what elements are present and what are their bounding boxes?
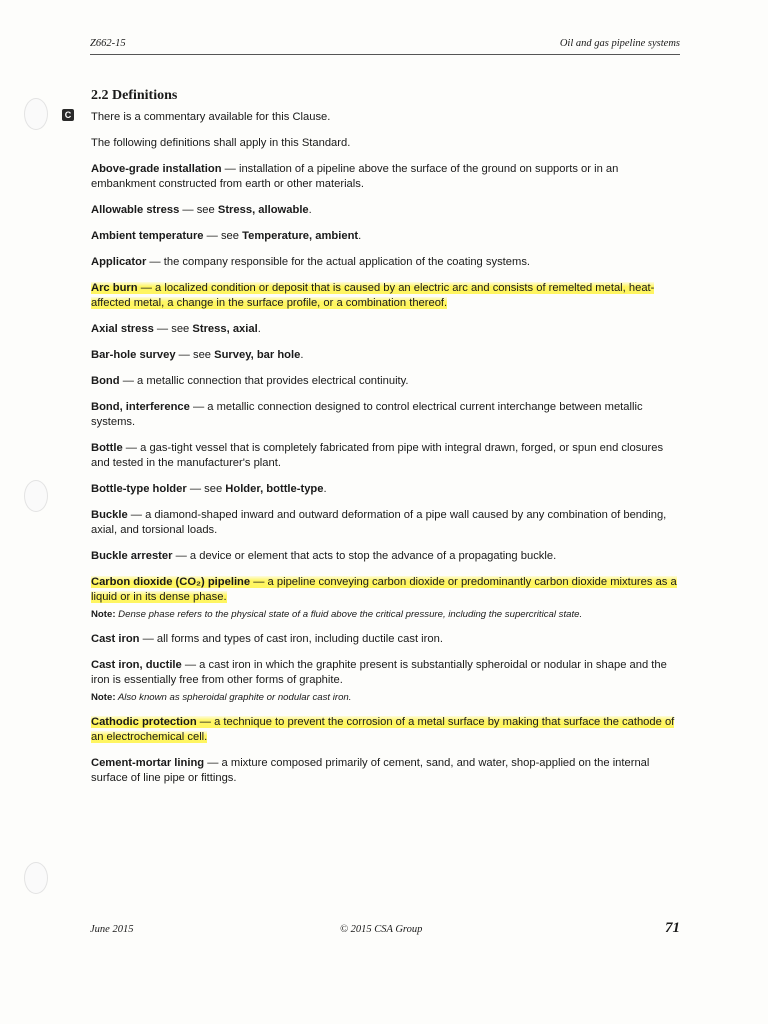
publication-date: June 2015 <box>90 924 134 935</box>
section-title: 2.2 Definitions <box>91 88 178 103</box>
definition-buckle-arrester: Buckle arrester — a device or element that acts to stop the advance of a propagating buckle. <box>91 550 557 562</box>
definition-bottle: Bottle — a gas-tight vessel that is completely fabricated from pipe with integral drawn, forged, or spun end closures and tested in the manufacturer's plant. <box>91 442 664 469</box>
commentary-note: There is a commentary available for this Clause. <box>91 111 331 123</box>
definition-allowable-stress: Allowable stress — see Stress, allowable. <box>91 204 312 216</box>
definition-cement-mortar-lining: Cement-mortar lining — a mixture composed primarily of cement, sand, and water, shop-applied on the internal surface of line pipe or fittings. <box>91 757 650 784</box>
definition-ambient-temperature: Ambient temperature — see Temperature, ambient. <box>91 230 362 242</box>
page-header <box>90 38 680 55</box>
definition-cast-iron: Cast iron — all forms and types of cast iron, including ductile cast iron. <box>91 633 443 645</box>
note-dense-phase: Note: Dense phase refers to the physical state of a fluid above the critical pressure, including the supercritical state. <box>91 609 583 620</box>
definition-above-grade: Above-grade installation — installation of a pipeline above the surface of the ground on supports or in an embankment constructed from earth or other materials. <box>91 163 619 190</box>
definition-bar-hole-survey: Bar-hole survey — see Survey, bar hole. <box>91 349 304 361</box>
definition-cast-iron-ductile: Cast iron, ductile — a cast iron in which the graphite present is substantially spheroidal or nodular in shape and the iron is essentially free from other forms of graphite. <box>91 659 667 686</box>
definition-bottle-type-holder: Bottle-type holder — see Holder, bottle-type. <box>91 483 327 495</box>
punch-hole <box>24 862 48 894</box>
punch-hole <box>24 480 48 512</box>
definition-axial-stress: Axial stress — see Stress, axial. <box>91 323 261 335</box>
punch-hole <box>24 98 48 130</box>
definition-bond-interference: Bond, interference — a metallic connection designed to control electrical current interchange between metallic systems. <box>91 401 643 428</box>
standard-number: Z662-15 <box>90 38 126 49</box>
definition-buckle: Buckle — a diamond-shaped inward and outward deformation of a pipe wall caused by any combination of bending, axial, and torsional loads. <box>91 509 667 536</box>
page-number: 71 <box>665 920 680 936</box>
definition-cathodic-protection: Cathodic protection — a technique to prevent the corrosion of a metal surface by making that surface the cathode of an electrochemical cell. <box>91 716 675 743</box>
definition-co2-pipeline: Carbon dioxide (CO₂) pipeline — a pipeline conveying carbon dioxide or predominantly carbon dioxide mixtures as a liquid or in its dense phase. <box>91 576 677 603</box>
intro-text: The following definitions shall apply in this Standard. <box>91 137 351 149</box>
note-spheroidal-graphite: Note: Also known as spheroidal graphite or nodular cast iron. <box>91 692 352 703</box>
copyright: © 2015 CSA Group <box>340 924 423 935</box>
definition-applicator: Applicator — the company responsible for the actual application of the coating systems. <box>91 256 531 268</box>
definition-bond: Bond — a metallic connection that provides electrical continuity. <box>91 375 409 387</box>
definitions-section <box>91 88 681 797</box>
definition-arc-burn: Arc burn — a localized condition or deposit that is caused by an electric arc and consists of remelted metal, heat-affected metal, a change in the surface profile, or a combination thereof. <box>91 282 655 309</box>
standard-title: Oil and gas pipeline systems <box>559 38 680 49</box>
commentary-icon: C <box>62 109 74 121</box>
